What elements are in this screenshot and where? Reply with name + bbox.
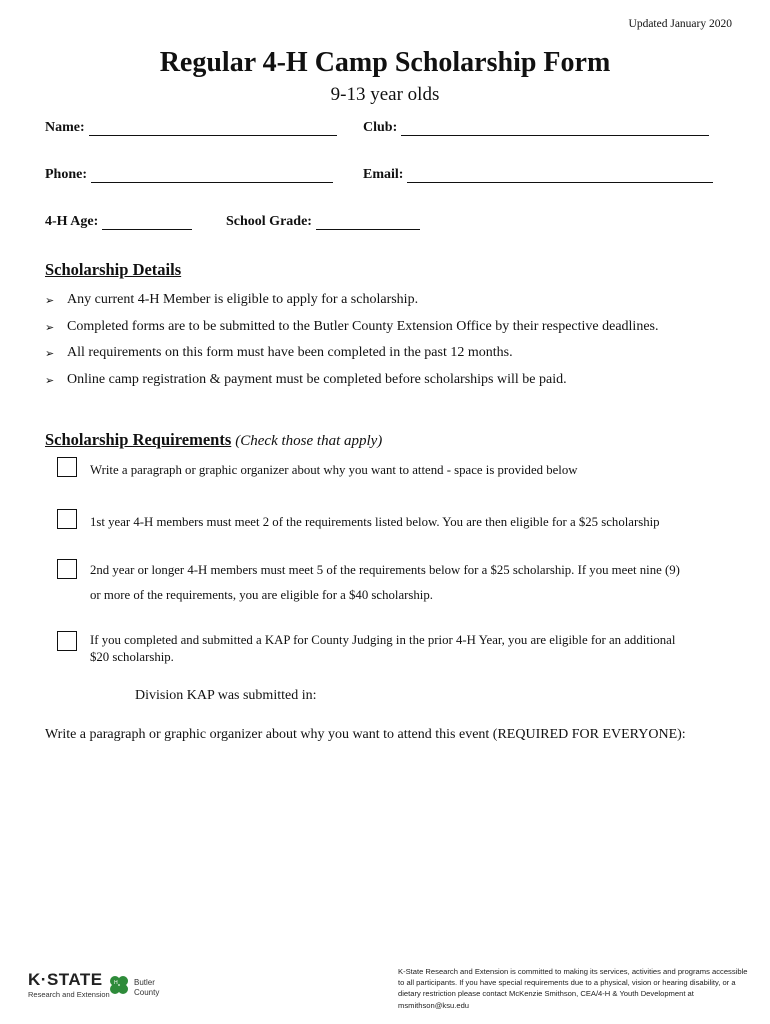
club-input-line[interactable] (401, 123, 709, 136)
requirement-text: Write a paragraph or graphic organizer about why you want to attend - space is provided below (90, 463, 578, 477)
requirements-note: (Check those that apply) (235, 433, 383, 449)
county-label (134, 978, 159, 998)
footer-disclaimer (398, 966, 748, 1011)
name-input-line[interactable] (89, 123, 337, 136)
division-kap-label: Division KAP was submitted in: (135, 688, 317, 703)
age-input-line[interactable] (102, 217, 192, 230)
logo-sub: Research and Extension (28, 990, 110, 999)
details-item (45, 345, 513, 361)
club-label: Club: (363, 120, 398, 135)
requirement-checkbox-first-year[interactable] (57, 509, 77, 529)
disclaimer-line: K-State Research and Extension is committed to making its services, activities and programs accessible (398, 967, 748, 976)
updated-date: Updated January 2020 (628, 18, 732, 30)
requirement-text: If you completed and submitted a KAP for County Judging in the prior 4-H Year, you are eligible for an additional (90, 633, 676, 647)
requirements-heading-row (45, 430, 382, 450)
disclaimer-line: to all participants. If you have special requirements due to a physical, vision or hearing disability, or a (398, 978, 736, 988)
details-item-text: All requirements on this form must have been completed in the past 12 months. (67, 345, 513, 360)
details-item-text: Completed forms are to be submitted to the Butler County Extension Office by their respective deadlines. (67, 319, 659, 334)
arrow-bullet-icon: ➢ (45, 320, 55, 334)
clover-icon (108, 974, 130, 996)
arrow-bullet-icon: ➢ (45, 293, 55, 307)
requirement-checkbox-kap[interactable] (57, 631, 77, 651)
age-label: 4-H Age: (45, 214, 99, 229)
details-item (45, 319, 659, 335)
email-field[interactable] (363, 167, 713, 183)
logo-main: K·STATE (28, 970, 103, 989)
arrow-bullet-icon: ➢ (45, 346, 55, 360)
arrow-bullet-icon: ➢ (45, 373, 55, 387)
grade-field[interactable] (226, 214, 420, 230)
county-line2: County (134, 988, 160, 997)
phone-field[interactable] (45, 167, 333, 183)
kstate-logo (28, 968, 178, 1008)
email-label: Email: (363, 167, 404, 182)
disclaimer-email: msmithson@ksu.edu (398, 1000, 470, 1010)
grade-input-line[interactable] (316, 217, 420, 230)
details-item-text: Online camp registration & payment must be completed before scholarships will be paid. (67, 372, 567, 387)
club-field[interactable] (363, 120, 709, 136)
requirement-text: 1st year 4-H members must meet 2 of the requirements listed below. You are then eligible for a $25 scholarship (90, 515, 660, 529)
details-item (45, 372, 567, 388)
name-label: Name: (45, 120, 85, 135)
requirement-text: 2nd year or longer 4-H members must meet 5 of the requirements below for a $25 scholarship. If you meet nine (9) (90, 563, 680, 577)
requirement-checkbox-second-year[interactable] (57, 559, 77, 579)
details-heading: Scholarship Details (45, 260, 182, 279)
page-title: Regular 4-H Camp Scholarship Form (159, 47, 611, 78)
disclaimer-line: dietary restriction please contact McKenzie Smithson, CEA/4-H & Youth Development at (398, 989, 694, 999)
requirement-text: or more of the requirements, you are eligible for a $40 scholarship. (90, 588, 433, 602)
details-item (45, 292, 418, 308)
grade-label: School Grade: (226, 214, 312, 229)
phone-input-line[interactable] (91, 170, 333, 183)
svg-text:H: H (114, 980, 118, 986)
county-line1: Butler (134, 978, 155, 987)
page-subtitle: 9-13 year olds (330, 84, 440, 105)
email-input-line[interactable] (407, 170, 713, 183)
requirement-text: $20 scholarship. (90, 650, 174, 664)
details-item-text: Any current 4-H Member is eligible to apply for a scholarship. (67, 292, 419, 307)
requirements-heading: Scholarship Requirements (45, 430, 232, 449)
paragraph-prompt: Write a paragraph or graphic organizer about why you want to attend this event (REQUIRED FOR EVERYONE): (45, 727, 686, 742)
age-field[interactable] (45, 214, 192, 230)
name-field[interactable] (45, 120, 337, 136)
phone-label: Phone: (45, 167, 87, 182)
requirement-checkbox-paragraph[interactable] (57, 457, 77, 477)
